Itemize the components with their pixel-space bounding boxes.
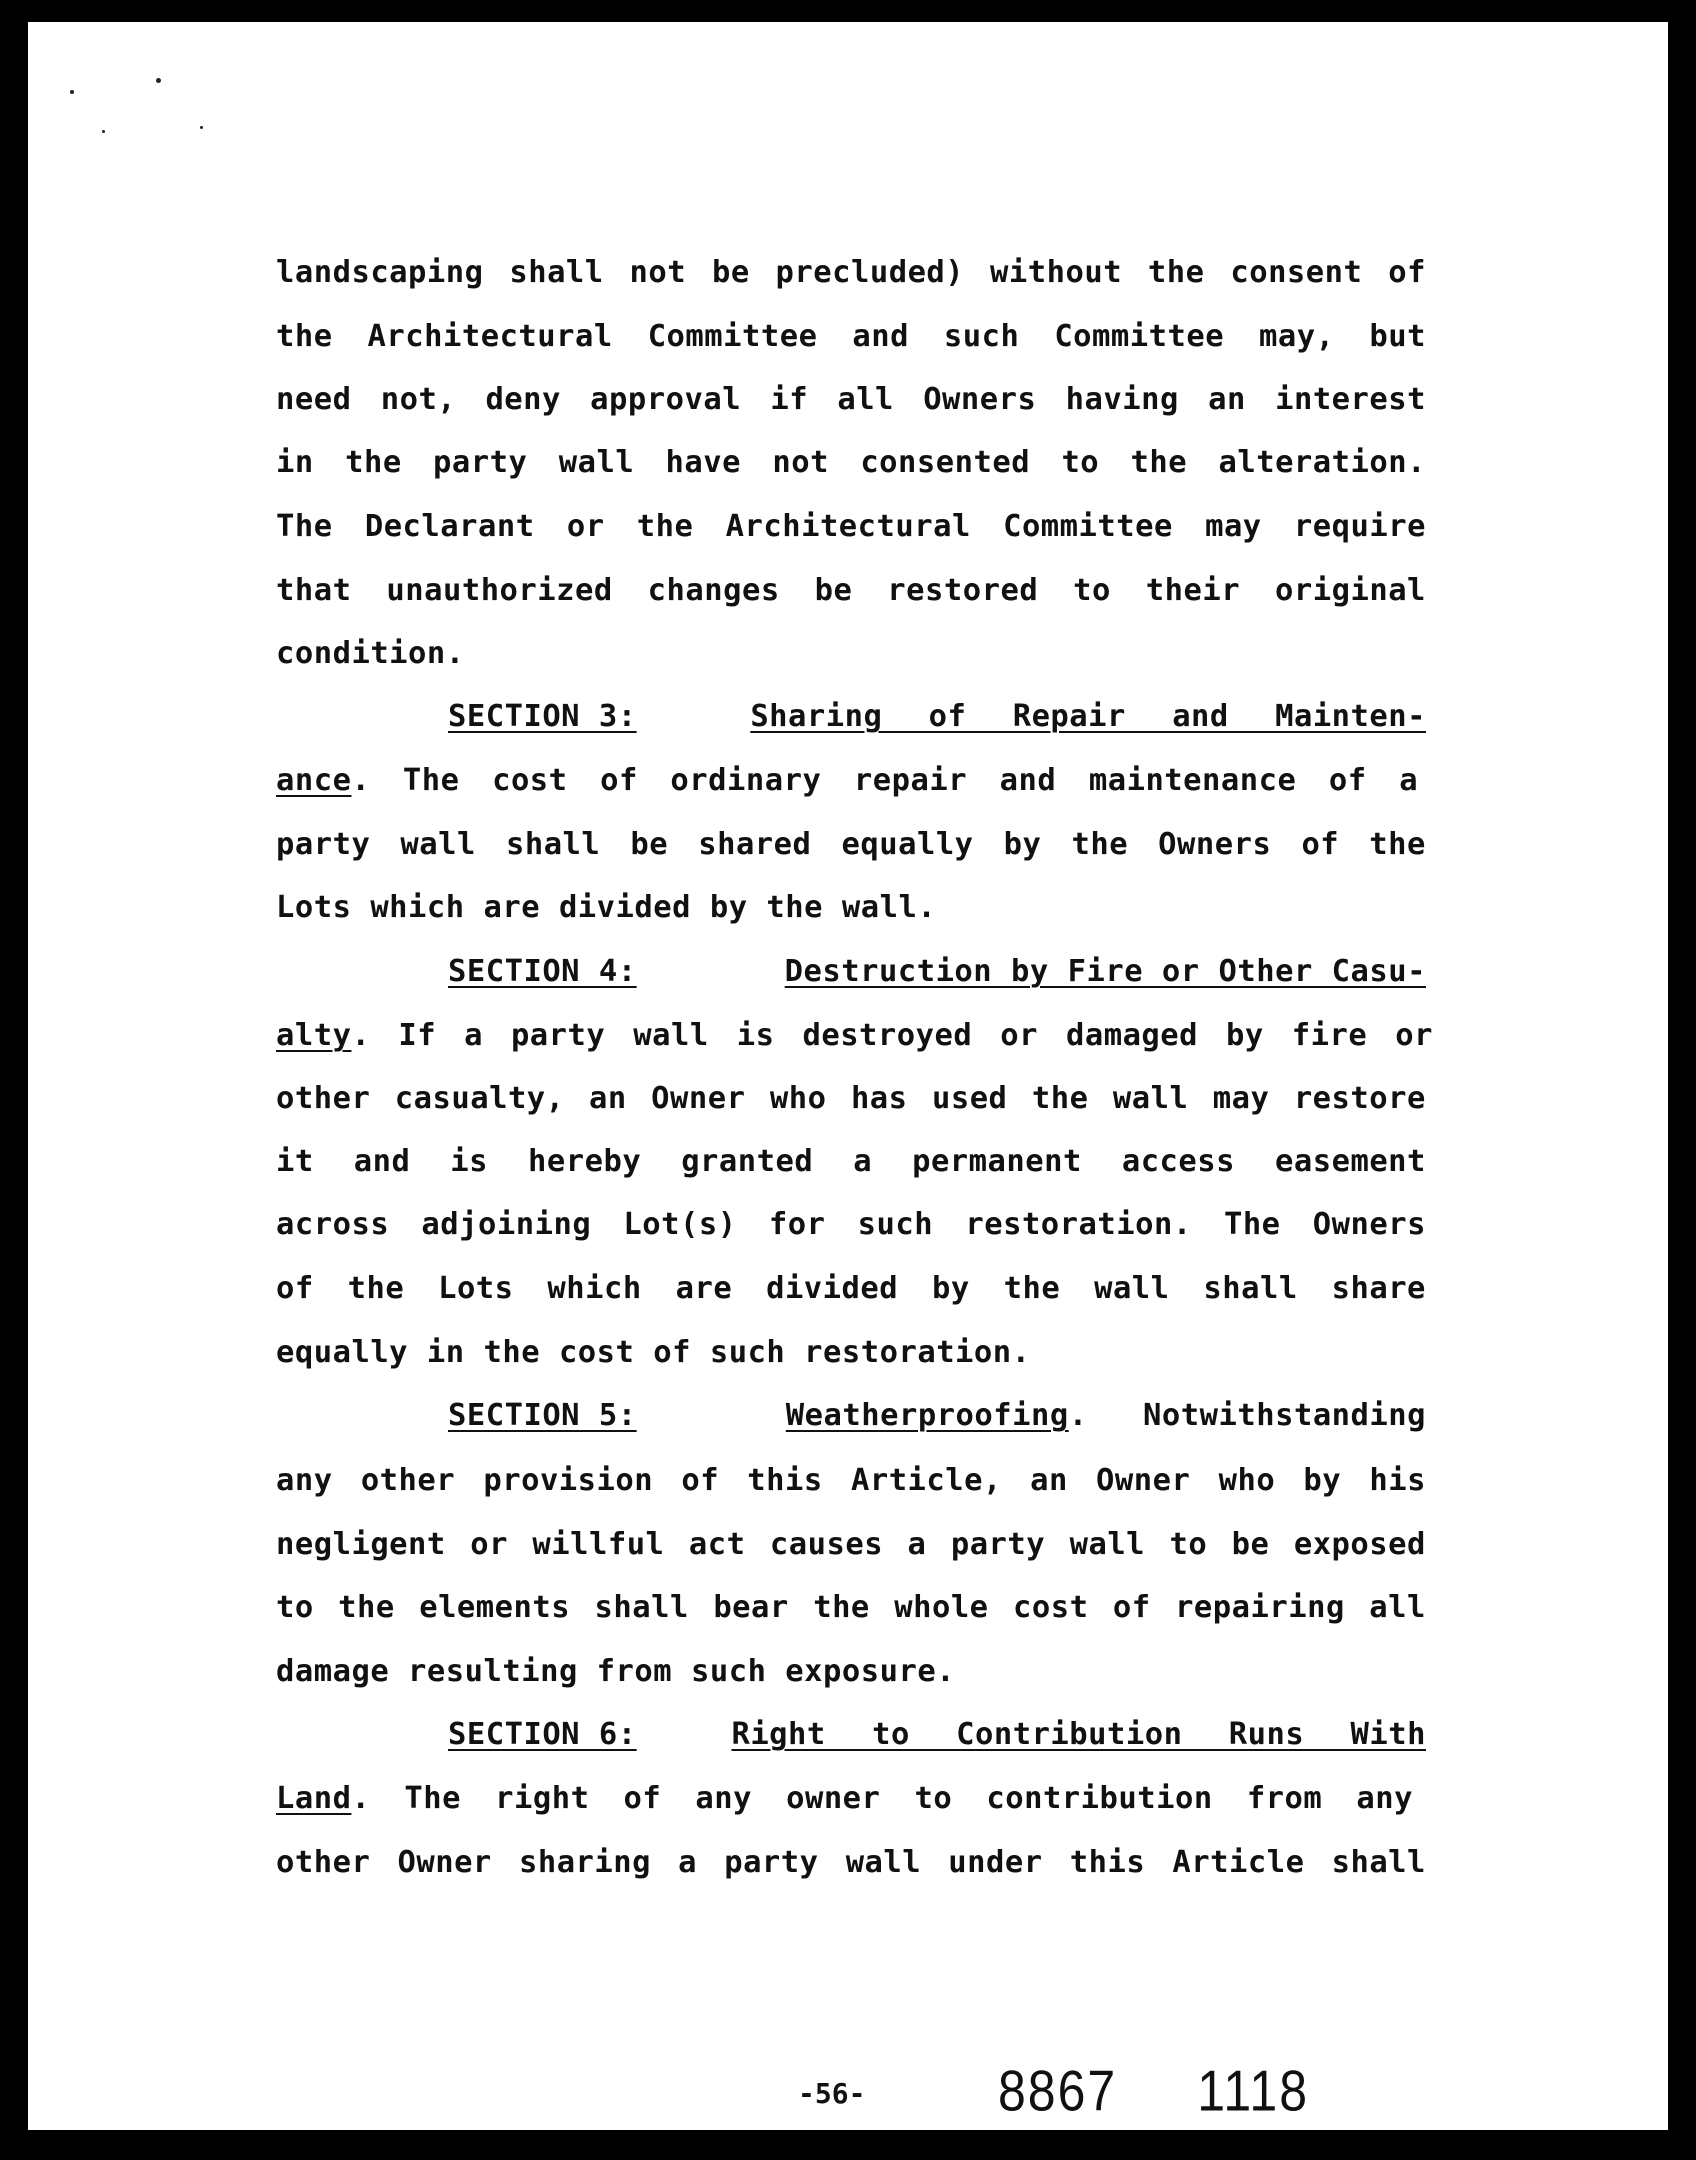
word: by <box>1303 1463 1342 1498</box>
word: it <box>276 1144 314 1179</box>
word: to <box>1073 573 1111 608</box>
word: shall <box>509 255 604 290</box>
section-3-heading <box>448 694 1426 734</box>
word: need <box>276 382 352 417</box>
word: any <box>276 1463 333 1498</box>
word: negligent <box>276 1527 446 1562</box>
word: an <box>1208 382 1246 417</box>
line-text: condition. <box>276 636 465 671</box>
word: such <box>943 319 1020 354</box>
word: hereby <box>528 1144 642 1179</box>
word: the <box>345 445 402 480</box>
section-3-title: Sharing of Repair and Mainten- <box>750 699 1426 734</box>
word: this <box>1069 1845 1146 1880</box>
word: provision <box>483 1463 654 1498</box>
word: and <box>353 1144 411 1179</box>
word: The <box>1223 1207 1281 1242</box>
section-6-label: SECTION 6: <box>448 1717 637 1752</box>
word: of <box>276 1271 314 1306</box>
word: the <box>347 1271 405 1306</box>
word: sharing <box>518 1845 652 1880</box>
word: to <box>276 1590 314 1625</box>
paragraph-line <box>276 631 1426 671</box>
word: a <box>853 1144 873 1179</box>
word: used <box>931 1081 1008 1116</box>
word: The <box>276 509 333 544</box>
word: to <box>1061 445 1100 480</box>
word: shared <box>698 827 812 862</box>
word: the <box>276 319 333 354</box>
section-4-label: SECTION 4: <box>448 954 637 989</box>
word: precluded) <box>775 255 965 290</box>
paragraph-line <box>276 1585 1426 1625</box>
paragraph-line <box>276 1458 1426 1498</box>
word: access <box>1121 1144 1236 1179</box>
word: adjoining <box>421 1207 592 1242</box>
word: share <box>1331 1271 1426 1306</box>
word: and <box>852 319 909 354</box>
word: exposed <box>1293 1527 1426 1562</box>
word: by <box>932 1271 970 1306</box>
word: causes <box>769 1527 884 1562</box>
section-6-heading <box>448 1712 1426 1752</box>
word: of <box>681 1463 720 1498</box>
word: original <box>1275 573 1426 608</box>
word: other <box>276 1081 371 1116</box>
word: wall <box>845 1845 922 1880</box>
word: Owner <box>651 1081 746 1116</box>
line-text: . If a party wall is destroyed or damaged by fire or <box>351 1018 1433 1053</box>
word: which <box>547 1271 642 1306</box>
section-4-line <box>276 1013 1433 1053</box>
word: such <box>857 1207 934 1242</box>
word: Lots <box>438 1271 514 1306</box>
section-5-label: SECTION 5: <box>448 1398 637 1433</box>
scan-speck <box>200 126 203 129</box>
word: shall <box>594 1590 689 1625</box>
word: other <box>276 1845 371 1880</box>
word: deny <box>485 382 561 417</box>
word: party <box>724 1845 819 1880</box>
word: having <box>1065 382 1179 417</box>
word: may, <box>1259 319 1335 354</box>
section-5-title-wrap <box>786 1398 1426 1433</box>
word: consented <box>860 445 1031 480</box>
word: be <box>814 573 853 608</box>
paragraph-line <box>276 250 1426 290</box>
word: not <box>629 255 687 290</box>
word: of <box>1388 255 1426 290</box>
paragraph-line <box>276 1139 1426 1179</box>
word: without <box>990 255 1123 290</box>
word: be <box>630 827 669 862</box>
word: Owner <box>1096 1463 1191 1498</box>
word: the <box>1147 255 1205 290</box>
word: be <box>1231 1527 1270 1562</box>
word: wall <box>1112 1081 1189 1116</box>
section-3-title-end: ance <box>276 763 352 798</box>
word: or <box>470 1527 508 1562</box>
word: act <box>688 1527 746 1562</box>
word: restoration. <box>965 1207 1192 1242</box>
word: Architectural <box>725 509 971 544</box>
word: whole <box>894 1590 989 1625</box>
word: have <box>665 445 741 480</box>
word: all <box>1369 1590 1426 1625</box>
section-5-heading <box>448 1393 1426 1433</box>
word: if <box>770 382 809 417</box>
scan-speck <box>70 90 74 94</box>
word: the <box>1130 445 1188 480</box>
word: interest <box>1275 382 1426 417</box>
word: but <box>1369 319 1426 354</box>
word: has <box>850 1081 908 1116</box>
word: Owners <box>923 382 1037 417</box>
word: the <box>1003 1271 1061 1306</box>
paragraph-line <box>276 1076 1426 1116</box>
word: other <box>360 1463 456 1498</box>
paragraph-line <box>276 504 1426 544</box>
word: to <box>1169 1527 1208 1562</box>
paragraph-line <box>276 1522 1426 1562</box>
word: bear <box>713 1590 789 1625</box>
word: a <box>678 1845 698 1880</box>
word: wall <box>1069 1527 1146 1562</box>
word: Article, <box>850 1463 1002 1498</box>
word: shall <box>505 827 601 862</box>
word: easement <box>1275 1144 1426 1179</box>
line-text: . Notwithstanding <box>1068 1398 1426 1433</box>
paragraph-line <box>276 1266 1426 1306</box>
section-6-title-end: Land <box>276 1781 352 1816</box>
word: cost <box>1013 1590 1089 1625</box>
word: granted <box>681 1144 814 1179</box>
paragraph-line <box>276 377 1426 417</box>
line-text: equally in the cost of such restoration. <box>276 1335 1031 1370</box>
word: the <box>636 509 694 544</box>
section-5-title: Weatherproofing <box>785 1398 1069 1433</box>
word: under <box>948 1845 1043 1880</box>
word: unauthorized <box>386 573 613 608</box>
word: who <box>1218 1463 1276 1498</box>
word: is <box>450 1144 489 1179</box>
recording-stamp <box>998 2058 1309 2125</box>
page-number: -56- <box>798 2077 866 2110</box>
section-6-line <box>276 1776 1426 1816</box>
word: alteration. <box>1218 445 1426 480</box>
word: Architectural <box>367 319 613 354</box>
word: restore <box>1293 1081 1426 1116</box>
word: party <box>433 445 528 480</box>
paragraph-line <box>276 1330 1426 1370</box>
word: wall <box>1094 1271 1170 1306</box>
section-4-title-end: alty <box>276 1018 352 1053</box>
word: his <box>1369 1463 1426 1498</box>
word: Declarant <box>364 509 535 544</box>
word: require <box>1293 509 1426 544</box>
word: or <box>566 509 605 544</box>
line-text: Lots which are divided by the wall. <box>276 890 937 925</box>
word: divided <box>766 1271 899 1306</box>
word: party <box>276 827 371 862</box>
word: Article <box>1172 1845 1305 1880</box>
word: wall <box>558 445 635 480</box>
document-page <box>28 22 1668 2130</box>
paragraph-line <box>276 1840 1426 1880</box>
word: may <box>1212 1081 1270 1116</box>
word: a <box>907 1527 927 1562</box>
section-6-title: Right to Contribution Runs With <box>731 1717 1426 1752</box>
word: Committee <box>647 319 818 354</box>
word: the <box>338 1590 395 1625</box>
line-text: . The cost of ordinary repair and maintenance of a <box>351 763 1419 798</box>
section-3-line <box>276 758 1426 798</box>
word: the <box>1369 827 1426 862</box>
word: not <box>772 445 829 480</box>
word: are <box>675 1271 733 1306</box>
word: equally <box>841 827 974 862</box>
word: elements <box>419 1590 571 1625</box>
word: restored <box>887 573 1039 608</box>
word: the <box>1031 1081 1089 1116</box>
section-4-heading <box>448 949 1426 989</box>
word: party <box>950 1527 1046 1562</box>
book-number: 8867 <box>998 2058 1118 2124</box>
section-3-label: SECTION 3: <box>448 699 637 734</box>
word: Owners <box>1158 827 1272 862</box>
word: be <box>711 255 750 290</box>
word: Committee <box>1003 509 1173 544</box>
paragraph-line <box>276 1649 1426 1689</box>
word: their <box>1145 573 1241 608</box>
word: may <box>1205 509 1262 544</box>
word: changes <box>647 573 780 608</box>
line-text: . The right of any owner to contribution from any <box>351 1781 1413 1816</box>
word: landscaping <box>276 255 484 290</box>
word: in <box>276 445 314 480</box>
line-text: damage resulting from such exposure. <box>276 1654 956 1689</box>
paragraph-line <box>276 885 1426 925</box>
word: Owner <box>397 1845 492 1880</box>
paragraph-line <box>276 568 1426 608</box>
word: for <box>768 1207 826 1242</box>
word: who <box>769 1081 827 1116</box>
scan-speck <box>102 130 105 133</box>
paragraph-line <box>276 314 1426 354</box>
word: consent <box>1230 255 1363 290</box>
word: Lot(s) <box>623 1207 737 1242</box>
word: approval <box>590 382 742 417</box>
word: that <box>276 573 352 608</box>
word: Committee <box>1054 319 1225 354</box>
paragraph-line <box>276 1202 1426 1242</box>
word: all <box>837 382 894 417</box>
word: the <box>1071 827 1129 862</box>
word: permanent <box>912 1144 1082 1179</box>
word: wall <box>400 827 476 862</box>
word: Owners <box>1312 1207 1426 1242</box>
word: an <box>1030 1463 1068 1498</box>
paragraph-line <box>276 822 1426 862</box>
word: not, <box>380 382 457 417</box>
section-4-title: Destruction by Fire or Other Casu- <box>784 954 1426 989</box>
paragraph-line <box>276 440 1426 480</box>
word: repairing <box>1175 1590 1345 1625</box>
word: this <box>747 1463 823 1498</box>
word: of <box>1112 1590 1151 1625</box>
word: the <box>813 1590 870 1625</box>
word: across <box>276 1207 390 1242</box>
word: shall <box>1203 1271 1298 1306</box>
scan-speck <box>156 78 161 83</box>
word: willful <box>532 1527 665 1562</box>
word: an <box>588 1081 627 1116</box>
word: of <box>1301 827 1340 862</box>
word: by <box>1003 827 1042 862</box>
word: shall <box>1331 1845 1426 1880</box>
page-stamp-number: 1118 <box>1197 2058 1310 2124</box>
word: casualty, <box>394 1081 565 1116</box>
